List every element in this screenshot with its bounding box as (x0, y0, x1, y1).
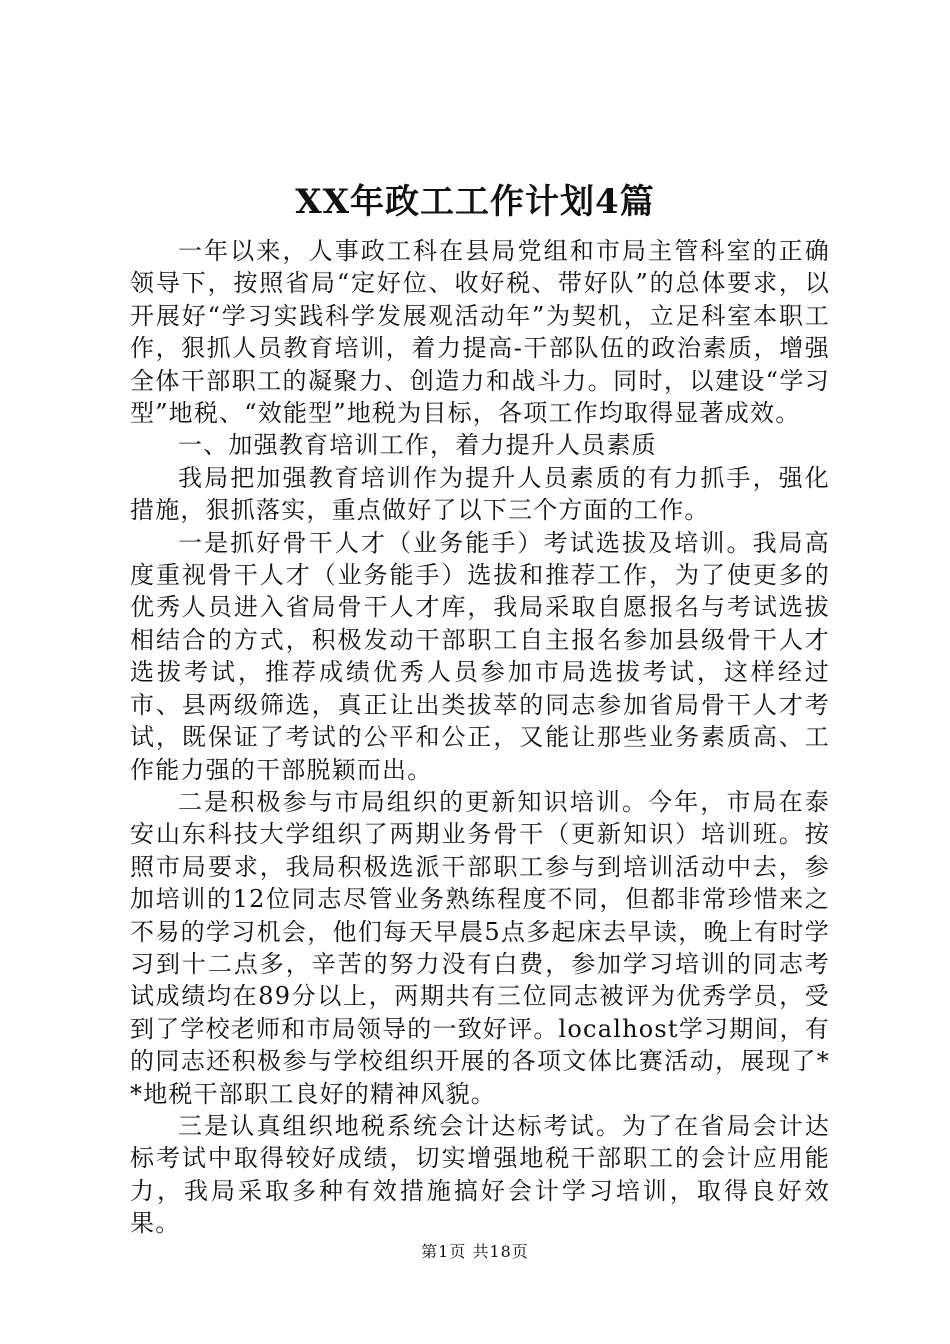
paragraph-item-2: 二是积极参与市局组织的更新知识培训。今年，市局在泰安山东科技大学组织了两期业务骨干（更新知识）培训班。按照市局要求，我局积极选派干部职工参与到培训活动中去，参加培训的12位同志尽管业务熟练程度不同，但都非常珍惜来之不易的学习机会，他们每天早晨5点多起床去早读，晚上有时学习到十二点多，辛苦的努力没有白费，参加学习培训的同志考试成绩均在89分以上，两期共有三位同志被评为优秀学员，受到了学校老师和市局领导的一致好评。localhost学习期间，有的同志还积极参与学校组织开展的各项文体比赛活动，展现了**地税干部职工良好的精神风貌。 (130, 787, 830, 1108)
document-title: XX年政工工作计划4篇 (295, 182, 655, 222)
paragraph-item-3: 三是认真组织地税系统会计达标考试。为了在省局会计达标考试中取得较好成绩，切实增强地税干部职工的会计应用能力，我局采取多种有效措施搞好会计学习培训，取得良好效果。 (130, 1111, 830, 1238)
paragraph-overview: 我局把加强教育培训作为提升人员素质的有力抓手，强化措施，狠抓落实，重点做好了以下三个方面的工作。 (130, 463, 830, 525)
page-footer: 第1页 共18页 (421, 1242, 529, 1261)
paragraph-intro: 一年以来，人事政工科在县局党组和市局主管科室的正确领导下，按照省局“定好位、收好税、带好队”的总体要求，以开展好“学习实践科学发展观活动年”为契机，立足科室本职工作，狠抓人员教育培训，着力提高-干部队伍的政治素质，增强全体干部职工的凝聚力、创造力和战斗力。同时，以建设“学习型”地税、“效能型”地税为目标，各项工作均取得显著成效。 (130, 237, 830, 428)
section-heading: 一、加强教育培训工作，着力提升人员素质 (178, 431, 657, 460)
paragraph-item-1: 一是抓好骨干人才（业务能手）考试选拔及培训。我局高度重视骨干人才（业务能手）选拔和推荐工作，为了使更多的优秀人员进入省局骨干人才库，我局采取自愿报名与考试选拔相结合的方式，积极发动干部职工自主报名参加县级骨干人才选拔考试，推荐成绩优秀人员参加市局选拔考试，这样经过市、县两级筛选，真正让出类拔萃的同志参加省局骨干人才考试，既保证了考试的公平和公正，又能让那些业务素质高、工作能力强的干部脱颖而出。 (130, 528, 830, 784)
document-body (130, 235, 830, 1240)
